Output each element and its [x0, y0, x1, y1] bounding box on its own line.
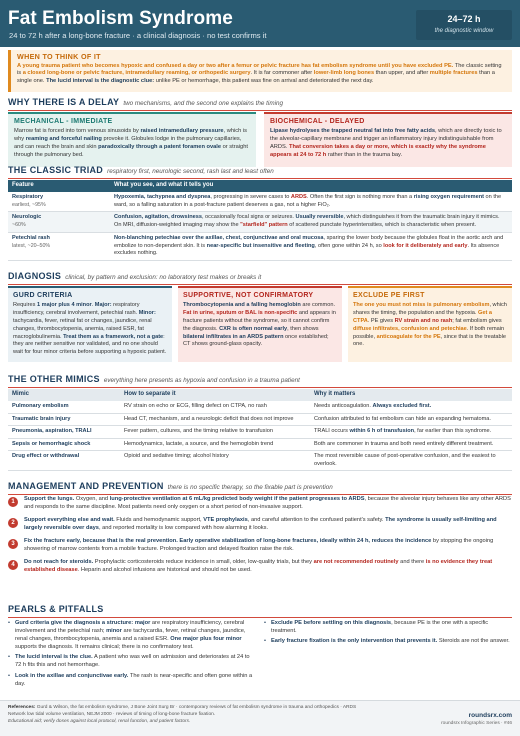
pearls-right-column: [264, 619, 512, 647]
step-t3: by stopping the ongoing showering of marrow contents from a mobile fracture. Prolonged traction and delayed fixation raise the risk.: [24, 537, 494, 552]
bio-t3: That conversion takes a day or more, which is exactly why the syndrome appears at 24 to 72 h: [270, 143, 486, 158]
r0-t4: . Often the first sign is nothing more than a: [306, 193, 414, 200]
pearl-t3: are respiratory insufficiency, cerebral involvement and the petechial rash;: [15, 620, 245, 635]
management-step: [8, 517, 512, 533]
r0-t3: ARDS: [290, 193, 307, 200]
management-step: [8, 538, 512, 554]
pearl-t1: A patient who was well on admission and deteriorates at 24 to 72 h fits this and not hemorrhage.: [15, 654, 250, 669]
mechanical-box: [8, 112, 256, 167]
mimics-col-mimic: Mimic: [8, 389, 120, 401]
triad-col-feature: Feature: [8, 180, 110, 192]
pe-title: EXCLUDE PE FIRST: [353, 292, 425, 299]
mimics-col-separate: How to separate it: [120, 389, 310, 401]
why-text: Confusion attributed to fat embolism can hide an expanding hematoma.: [314, 415, 491, 422]
mimic-why: [310, 451, 512, 471]
references-label: References:: [8, 705, 36, 710]
gurd-t8: Treat them as a framework, not a gate: [63, 333, 164, 340]
pearl-lead: The lucid interval is the clue.: [15, 654, 93, 661]
pearls-left-column: [8, 619, 256, 690]
when-s3: a closed long-bone or pelvic fracture, intramedullary reaming, or orthopedic surgery: [22, 70, 251, 77]
mimic-separate: Opioid and sedative timing; alcohol history: [120, 451, 310, 471]
when-s1: A young trauma patient who becomes hypoxic and confused a day or two after a femur or pelvic fracture has fat embolism syndrome until you have excluded PE.: [17, 62, 454, 69]
supp-t1: Thrombocytopenia and a falling hemoglobin: [183, 302, 301, 309]
why-text: TRALI occurs: [314, 428, 350, 435]
pearl-item: [8, 653, 256, 669]
exclude-pe-box: [348, 286, 512, 362]
pe-t8: . If both remain possible,: [353, 325, 505, 340]
gurd-t6: Minor:: [138, 310, 156, 317]
table-row: [8, 413, 512, 426]
r1-t3: Usually reversible: [295, 214, 344, 221]
table-row: [8, 232, 512, 260]
pearl-t7: supports the diagnosis. It remains clinical; there is no confirmatory test.: [15, 644, 194, 651]
mechanical-title: MECHANICAL - IMMEDIATE: [14, 118, 113, 125]
bio-t2: , which are directly toxic to the alveolar-capillary membrane and trigger an inflammatory injury indistinguishable from ARDS.: [270, 128, 502, 150]
step-t1: Fluids and hemodynamic support,: [114, 516, 204, 523]
pearl-t4: minor: [106, 628, 122, 635]
mech-t3: , which is why: [14, 128, 247, 143]
r0-t6: on the ward, so a falling saturation in a post-fracture patient deserves a gas, not a higher FiO₂.: [114, 193, 502, 208]
feature-stat: ~60%: [12, 222, 26, 229]
r2-t6: . Its absence excludes nothing.: [114, 242, 500, 257]
table-row: [8, 192, 512, 212]
references: [8, 704, 438, 726]
section-header-management: [8, 481, 512, 495]
mimics-header-row: [8, 389, 512, 401]
header-banner: [0, 0, 520, 47]
pe-t10: , since that is the treatable one.: [353, 333, 506, 348]
pearl-t1: Steroids are not the answer.: [437, 638, 510, 645]
step-lead: Do not reach for steroids.: [24, 558, 94, 565]
when-s2: The classic setting is: [17, 62, 502, 77]
triad-caption: respiratory first, neurologic second, rash last and least often: [107, 168, 274, 175]
when-to-think-callout: [8, 50, 512, 92]
when-s8: than a single one.: [17, 70, 495, 85]
why-text: Needs anticoagulation.: [314, 402, 373, 409]
step-lead: Support the lungs.: [24, 496, 75, 502]
mimic-separate: Head CT, mechanism, and a neurologic deficit that does not improve: [120, 413, 310, 426]
r1-t5: "starfield" pattern: [240, 222, 288, 229]
pe-t1: The one you must not miss is pulmonary embolism: [353, 302, 490, 309]
section-header-pearls: [8, 604, 512, 618]
pearl-item: [8, 672, 256, 688]
table-row: [8, 438, 512, 451]
supportive-title: SUPPORTIVE, NOT CONFIRMATORY: [183, 292, 314, 299]
bio-t1: Lipase hydrolyses the trapped neutral fat into free fatty acids: [270, 128, 435, 135]
biochemical-text: [270, 128, 506, 159]
r0-t2: , progressing in severe cases to: [210, 193, 291, 200]
diagnosis-title: DIAGNOSIS: [8, 271, 62, 281]
supp-t7: bilateral infiltrates in an ARDS pattern: [183, 333, 284, 340]
mech-t1: Marrow fat is forced into torn venous sinusoids by: [14, 128, 141, 135]
feature-cell: [8, 212, 110, 232]
badge-value: 24–72 h: [447, 14, 481, 24]
gurd-text: [13, 302, 167, 357]
step-t5: , and reported mortality is low compared with how alarming it looks.: [98, 524, 269, 531]
step-t5: . Heparin and alcohol infusions are historical and should not be used.: [77, 566, 252, 573]
step-t3: , and careful attention to the confused patient's safety.: [247, 516, 386, 523]
triad-table: [8, 180, 512, 261]
feature-name: Neurologic: [12, 214, 42, 221]
feature-name: Petechial rash: [12, 234, 50, 241]
feature-name: Respiratory: [12, 193, 44, 200]
step-t4: The syndrome is usually self-limiting and largely reversible over days: [24, 516, 497, 531]
triad-header-row: [8, 180, 512, 192]
series-label: roundsrx Infographic Series · #46: [441, 721, 512, 726]
pe-text: [353, 302, 507, 349]
r1-t2: , occasionally focal signs or seizures.: [201, 214, 296, 221]
step-t2: VTE prophylaxis: [203, 516, 248, 523]
step-t3: , because the alveolar injury behaves like any other ARDS and responds to the same discipline. Most patients need only oxygen or a short period of non-invasive support.: [24, 496, 511, 510]
mimic-separate: Hemodynamics, lactate, a source, and the hemoglobin trend: [120, 438, 310, 451]
step-lead: Support everything else and wait.: [24, 516, 115, 523]
pe-t3: Get a CTPA: [353, 310, 493, 324]
when-s4: . It is far commoner after: [250, 70, 314, 77]
step-t4: is no evidence they treat established disease: [24, 558, 493, 573]
table-row: [8, 426, 512, 439]
supp-t8: once established; CT shows ground-glass opacity.: [183, 333, 329, 348]
gurd-criteria-box: [8, 286, 172, 362]
gurd-t4: Major:: [94, 302, 112, 309]
why-bold: within 6 h of transfusion: [349, 428, 415, 435]
supp-t3: Fat in urine, sputum or BAL is non-specific: [183, 310, 298, 317]
pe-t7: diffuse infiltrates, confusion and petechiae: [353, 325, 467, 332]
pearl-item: [264, 619, 512, 635]
r2-t4: , often gone within 24 h, so: [314, 242, 384, 249]
triad-title: THE CLASSIC TRIAD: [8, 165, 104, 175]
step-number: 3: [8, 539, 18, 549]
reference-line: [8, 704, 438, 711]
gurd-title: GURD CRITERIA: [13, 292, 73, 299]
pearl-lead: Gurd criteria give the diagnosis a structure:: [15, 620, 134, 626]
supp-t5: CXR is often normal early: [219, 325, 288, 332]
r2-t1: Non-blanching petechiae over the axillae, chest, conjunctivae and oral mucosa: [114, 234, 324, 241]
why-text: Both are commoner in trauma and both need entirely different treatment.: [314, 440, 494, 447]
pearls-title: PEARLS & PITFALLS: [8, 604, 104, 614]
when-text: [17, 63, 506, 87]
mimic-separate: RV strain on echo or ECG, filling defect on CTPA, no rash: [120, 401, 310, 413]
pearl-lead: Look in the axillae and conjunctivae early.: [15, 672, 129, 679]
disclaimer: Educational aid; verify doses against local protocol, renal function, and patient factors.: [8, 719, 191, 725]
triad-col-what: What you see, and what it tells you: [110, 180, 512, 192]
table-row: [8, 212, 512, 232]
mech-t2: raised intramedullary pressure: [140, 128, 224, 135]
step-lead: Fix the fracture early, because that is the real prevention.: [24, 537, 178, 544]
supp-t4: and appears in fracture patients without the syndrome, so it cannot confirm the diagnosis.: [183, 310, 336, 332]
mimic-name: Drug effect or withdrawal: [8, 451, 120, 471]
section-header-delay: [8, 97, 512, 111]
pe-t4: . PE gives: [367, 317, 395, 324]
when-s6: than upper, and after: [374, 70, 430, 77]
when-s9: The lucid interval is the diagnostic clue:: [46, 78, 155, 85]
mimic-why: [310, 401, 512, 413]
mimics-table: [8, 389, 512, 471]
mech-t5: provoke it. Globules lodge in the pulmonary capillaries, and can reach the brain and skin: [14, 136, 242, 150]
mimics-caption: everything here presents as hypoxia and confusion in a trauma patient: [103, 377, 300, 384]
r2-t3: near-specific but insensitive and fleeting: [206, 242, 315, 249]
badge-label: the diagnostic window: [434, 27, 494, 34]
step-number: 1: [8, 497, 18, 507]
page-title: Fat Embolism Syndrome: [8, 8, 233, 29]
supportive-box: [178, 286, 342, 362]
r0-t5: rising oxygen requirement: [413, 193, 484, 200]
biochemical-title: BIOCHEMICAL - DELAYED: [270, 118, 365, 125]
delay-title: WHY THERE IS A DELAY: [8, 97, 120, 107]
diagnostic-window-badge: [416, 10, 512, 40]
supp-t6: , then shows: [287, 325, 319, 332]
site-link[interactable]: roundsrx.com: [468, 712, 512, 719]
feature-cell: [8, 192, 110, 212]
description-cell: [110, 192, 512, 212]
footer: [0, 700, 520, 736]
management-title: MANAGEMENT AND PREVENTION: [8, 481, 164, 491]
reference-1: Gurd & Wilson, the fat embolism syndrome, J Bone Joint Surg Br · contemporary reviews of fat embolism syndrome in trauma and orthopedics · ARDS: [35, 705, 357, 710]
step-t1: Oxygen, and: [74, 496, 110, 502]
pearl-lead: Exclude PE before settling on this diagnosis: [271, 620, 392, 626]
mech-t6: paradoxically through a patent foramen ovale: [98, 143, 222, 150]
supportive-text: [183, 302, 337, 349]
step-number: 2: [8, 518, 18, 528]
delay-caption: two mechanisms, and the second one explains the timing: [123, 100, 283, 107]
pearl-t5: are tachycardia, fever, retinal changes, jaundice, renal changes, thrombocytopenia, anemia and a raised ESR.: [15, 628, 246, 643]
mimic-separate: Fever pattern, cultures, and the timing relative to transfusion: [120, 426, 310, 439]
step-t2: are not recommended routinely: [313, 558, 399, 565]
mimic-why: [310, 438, 512, 451]
bio-t4: rather than in the trauma bay.: [326, 151, 403, 158]
description-cell: [110, 232, 512, 260]
gurd-t9: : they are neither sensitive nor validated, and no one should wait for four minor criteria before supporting a hypoxic patient.: [13, 333, 167, 356]
feature-stat: latest, ~20–50%: [12, 242, 51, 249]
r2-t5: look for it deliberately and early: [383, 242, 468, 249]
page-subtitle: 24 to 72 h after a long-bone fracture · a clinical diagnosis · no test confirms it: [9, 31, 267, 40]
feature-cell: [8, 232, 110, 260]
pearl-t6: One major plus four minor: [170, 636, 242, 643]
pearl-t1: The rash is near-specific and often gone within a day.: [15, 672, 253, 687]
mimic-name: Sepsis or hemorrhagic shock: [8, 438, 120, 451]
pearl-item: [264, 637, 512, 645]
pe-t9: anticoagulate for the PE: [376, 333, 441, 340]
r1-t6: of scattered punctate hyperintensities, which is characteristic when present.: [287, 222, 477, 229]
when-s7: multiple fractures: [429, 70, 478, 77]
management-step: [8, 559, 512, 575]
mech-t4: reaming and forceful nailing: [25, 136, 102, 143]
feature-stat: earliest, ~95%: [12, 201, 46, 208]
pearl-item: [8, 619, 256, 651]
mimics-title: THE OTHER MIMICS: [8, 374, 100, 384]
when-s5: lower-limb long bones: [313, 70, 375, 77]
section-header-triad: [8, 165, 512, 179]
step-t3: and there: [398, 558, 426, 565]
why-text: The most reversible cause of post-operative confusion, and the easiest to overlook.: [314, 453, 496, 467]
table-row: [8, 401, 512, 413]
pearl-t2: major: [134, 620, 151, 626]
gurd-t2: 1 major plus 4 minor: [36, 302, 92, 309]
pearl-t1: , because PE is the one with a specific treatment.: [271, 620, 489, 635]
r1-t4: , which distinguishes it from the traumatic brain injury it mimics. On MRI, diffusion-weighted imaging may show the: [114, 214, 500, 229]
mimic-name: Pulmonary embolism: [8, 401, 120, 413]
when-label: WHEN TO THINK OF IT: [17, 52, 101, 61]
mimics-col-why: Why it matters: [310, 389, 512, 401]
section-header-mimics: [8, 374, 512, 388]
table-row: [8, 451, 512, 471]
supp-t2: are common.: [300, 302, 335, 309]
step-t2: lung-protective ventilation at 6 mL/kg predicted body weight if the patient progresses to ARDS: [109, 496, 365, 502]
management-step: [8, 496, 512, 512]
gurd-t5: respiratory insufficiency, cerebral involvement, petechial rash.: [13, 302, 140, 317]
management-steps: [8, 496, 512, 580]
step-t2: Early operative stabilization of long-bone fractures, ideally within 24 h, reduces the incidence: [179, 537, 432, 544]
why-after: , far earlier than this syndrome.: [414, 428, 492, 435]
step-number: 4: [8, 560, 18, 570]
mechanical-text: [14, 128, 250, 159]
mimic-why: [310, 426, 512, 439]
r0-t1: Hypoxemia, tachypnea and dyspnea: [114, 193, 211, 200]
pe-t5: RV strain and no rash: [394, 317, 453, 324]
reference-2: Network low tidal volume ventilation, NEJM 2000 · reviews of timing of long-bone fracture fixation.: [8, 712, 216, 718]
mech-t7: or straight through the pulmonary bed.: [14, 143, 248, 158]
diagnosis-caption: clinical, by pattern and exclusion: no laboratory test makes or breaks it: [65, 274, 262, 281]
mimic-why: [310, 413, 512, 426]
gurd-t3: .: [91, 302, 95, 309]
biochemical-box: [264, 112, 512, 167]
when-s10: unlike PE or hemorrhage, this patient was fine on arrival and deteriorated the next day.: [154, 78, 374, 85]
r1-t1: Confusion, agitation, drowsiness: [114, 214, 202, 221]
pearl-lead: Early fracture fixation is the only intervention that prevents it.: [271, 638, 438, 645]
management-caption: there is no specific therapy, so the fixable part is prevention: [167, 484, 333, 491]
pe-t6: ; fat embolism gives: [452, 317, 502, 324]
r2-t2: , sparing the lower body because the globules float in the aortic arch and embolize to non-dependent skin. It is: [114, 234, 504, 249]
gurd-t7: tachycardia, fever, retinal fat or changes, jaundice, renal changes, thrombocytopenia, anemia, raised ESR, fat macroglobulinemia.: [13, 317, 152, 340]
pe-t2: , which shares the timing, the population and the hypoxia.: [353, 302, 507, 317]
description-cell: [110, 212, 512, 232]
step-t1: Prophylactic corticosteroids reduce incidence in small, older, low-quality trials, but they: [93, 558, 314, 565]
mimic-name: Pneumonia, aspiration, TRALI: [8, 426, 120, 439]
section-header-diagnosis: [8, 271, 512, 285]
mimic-name: Traumatic brain injury: [8, 413, 120, 426]
gurd-t1: Requires: [13, 302, 37, 309]
why-bold: Always excluded first.: [372, 402, 432, 409]
